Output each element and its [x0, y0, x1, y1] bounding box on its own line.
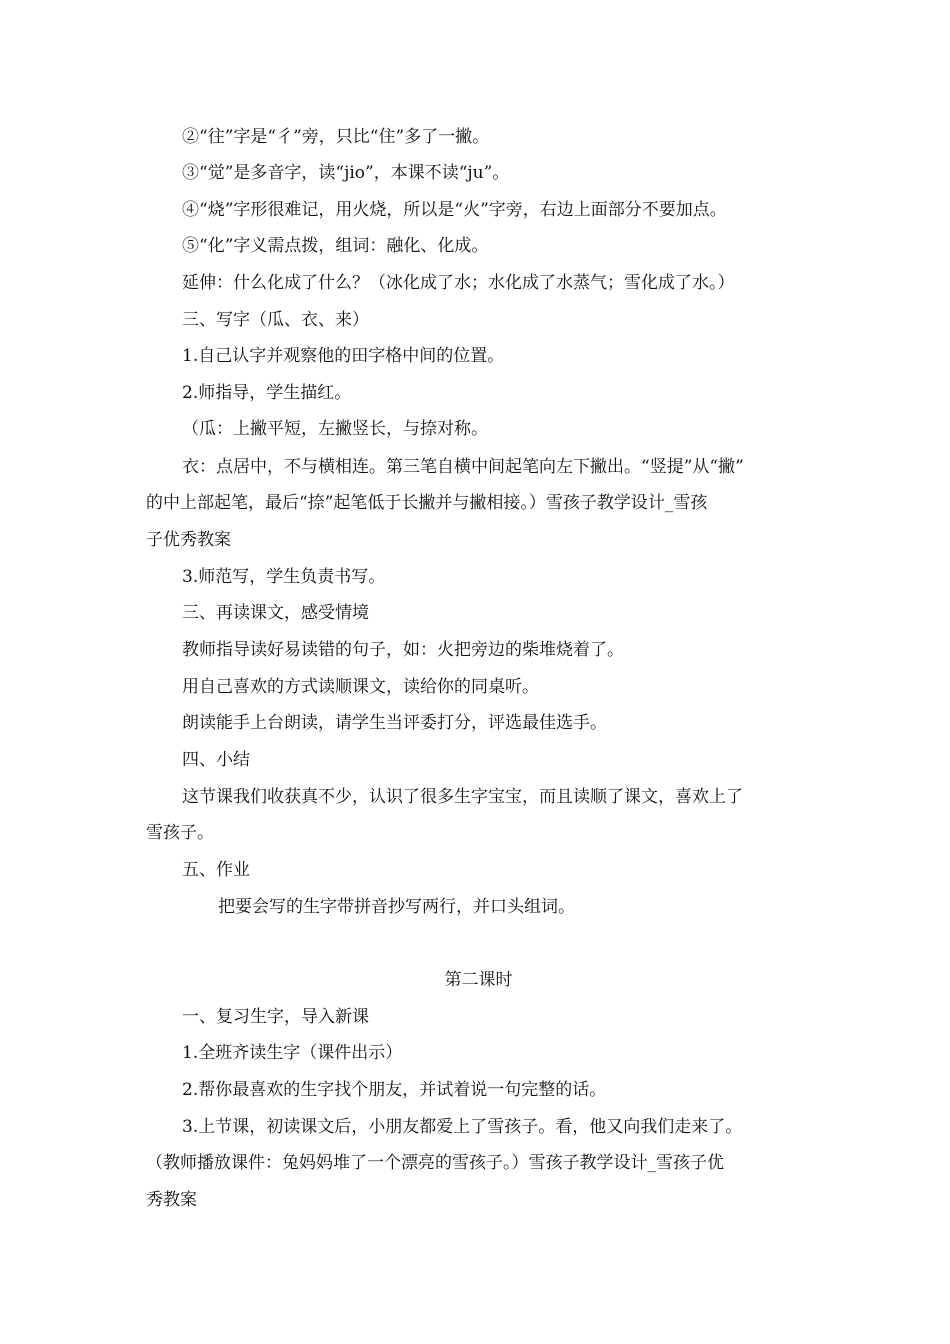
text-line: 子优秀教案: [146, 530, 231, 550]
text-line: 3.上节课，初读课文后，小朋友都爱上了雪孩子。看，他又向我们走来了。: [182, 1117, 743, 1137]
text-line: 衣：点居中，不与横相连。第三笔自横中间起笔向左下撇出。“竖提”从“撇”: [182, 457, 744, 477]
text-line: 的中上部起笔，最后“捺”起笔低于长撇并与撇相接。）雪孩子教学设计_雪孩: [146, 493, 708, 513]
text-line: 延伸：什么化成了什么？（冰化成了水；水化成了水蒸气；雪化成了水。）: [182, 273, 735, 293]
section-heading: 四、小结: [182, 750, 250, 770]
text-line: （瓜：上撇平短，左撇竖长，与捺对称。: [182, 419, 488, 439]
text-line: 用自己喜欢的方式读顺课文，读给你的同桌听。: [182, 677, 539, 697]
text-line: 教师指导读好易读错的句子，如：火把旁边的柴堆烧着了。: [182, 640, 624, 660]
section-heading: 三、写字（瓜、衣、来）: [182, 310, 369, 330]
lesson-title: 第二课时: [444, 970, 513, 990]
text-line: ③“觉”是多音字，读“jio”，本课不读“ju”。: [182, 163, 510, 183]
text-line: 1.全班齐读生字（课件出示）: [182, 1043, 403, 1063]
text-line: 2.帮你最喜欢的生字找个朋友，并试着说一句完整的话。: [182, 1080, 607, 1100]
text-line: （教师播放课件：兔妈妈堆了一个漂亮的雪孩子。）雪孩子教学设计_雪孩子优: [146, 1153, 724, 1173]
section-heading: 五、作业: [182, 860, 250, 880]
text-line: 把要会写的生字带拼音抄写两行，并口头组词。: [218, 897, 575, 917]
section-heading: 三、再读课文，感受情境: [182, 603, 369, 623]
text-line: ⑤“化”字义需点拨，组词：融化、化成。: [182, 236, 489, 256]
section-heading: 一、复习生字，导入新课: [182, 1007, 369, 1027]
text-line: 雪孩子。: [146, 823, 214, 843]
text-line: 秀教案: [146, 1190, 197, 1210]
text-line: ④“烧”字形很难记，用火烧，所以是“火”字旁，右边上面部分不要加点。: [182, 200, 727, 220]
text-line: 2.师指导，学生描红。: [182, 383, 352, 403]
text-line: 朗读能手上台朗读，请学生当评委打分，评选最佳选手。: [182, 713, 607, 733]
text-line: 3.师范写，学生负责书写。: [182, 567, 386, 587]
text-line: ②“往”字是“彳”旁，只比“住”多了一撇。: [182, 127, 490, 147]
text-line: 这节课我们收获真不少，认识了很多生字宝宝，而且读顺了课文，喜欢上了: [182, 787, 743, 807]
text-line: 1.自己认字并观察他的田字格中间的位置。: [182, 346, 505, 366]
